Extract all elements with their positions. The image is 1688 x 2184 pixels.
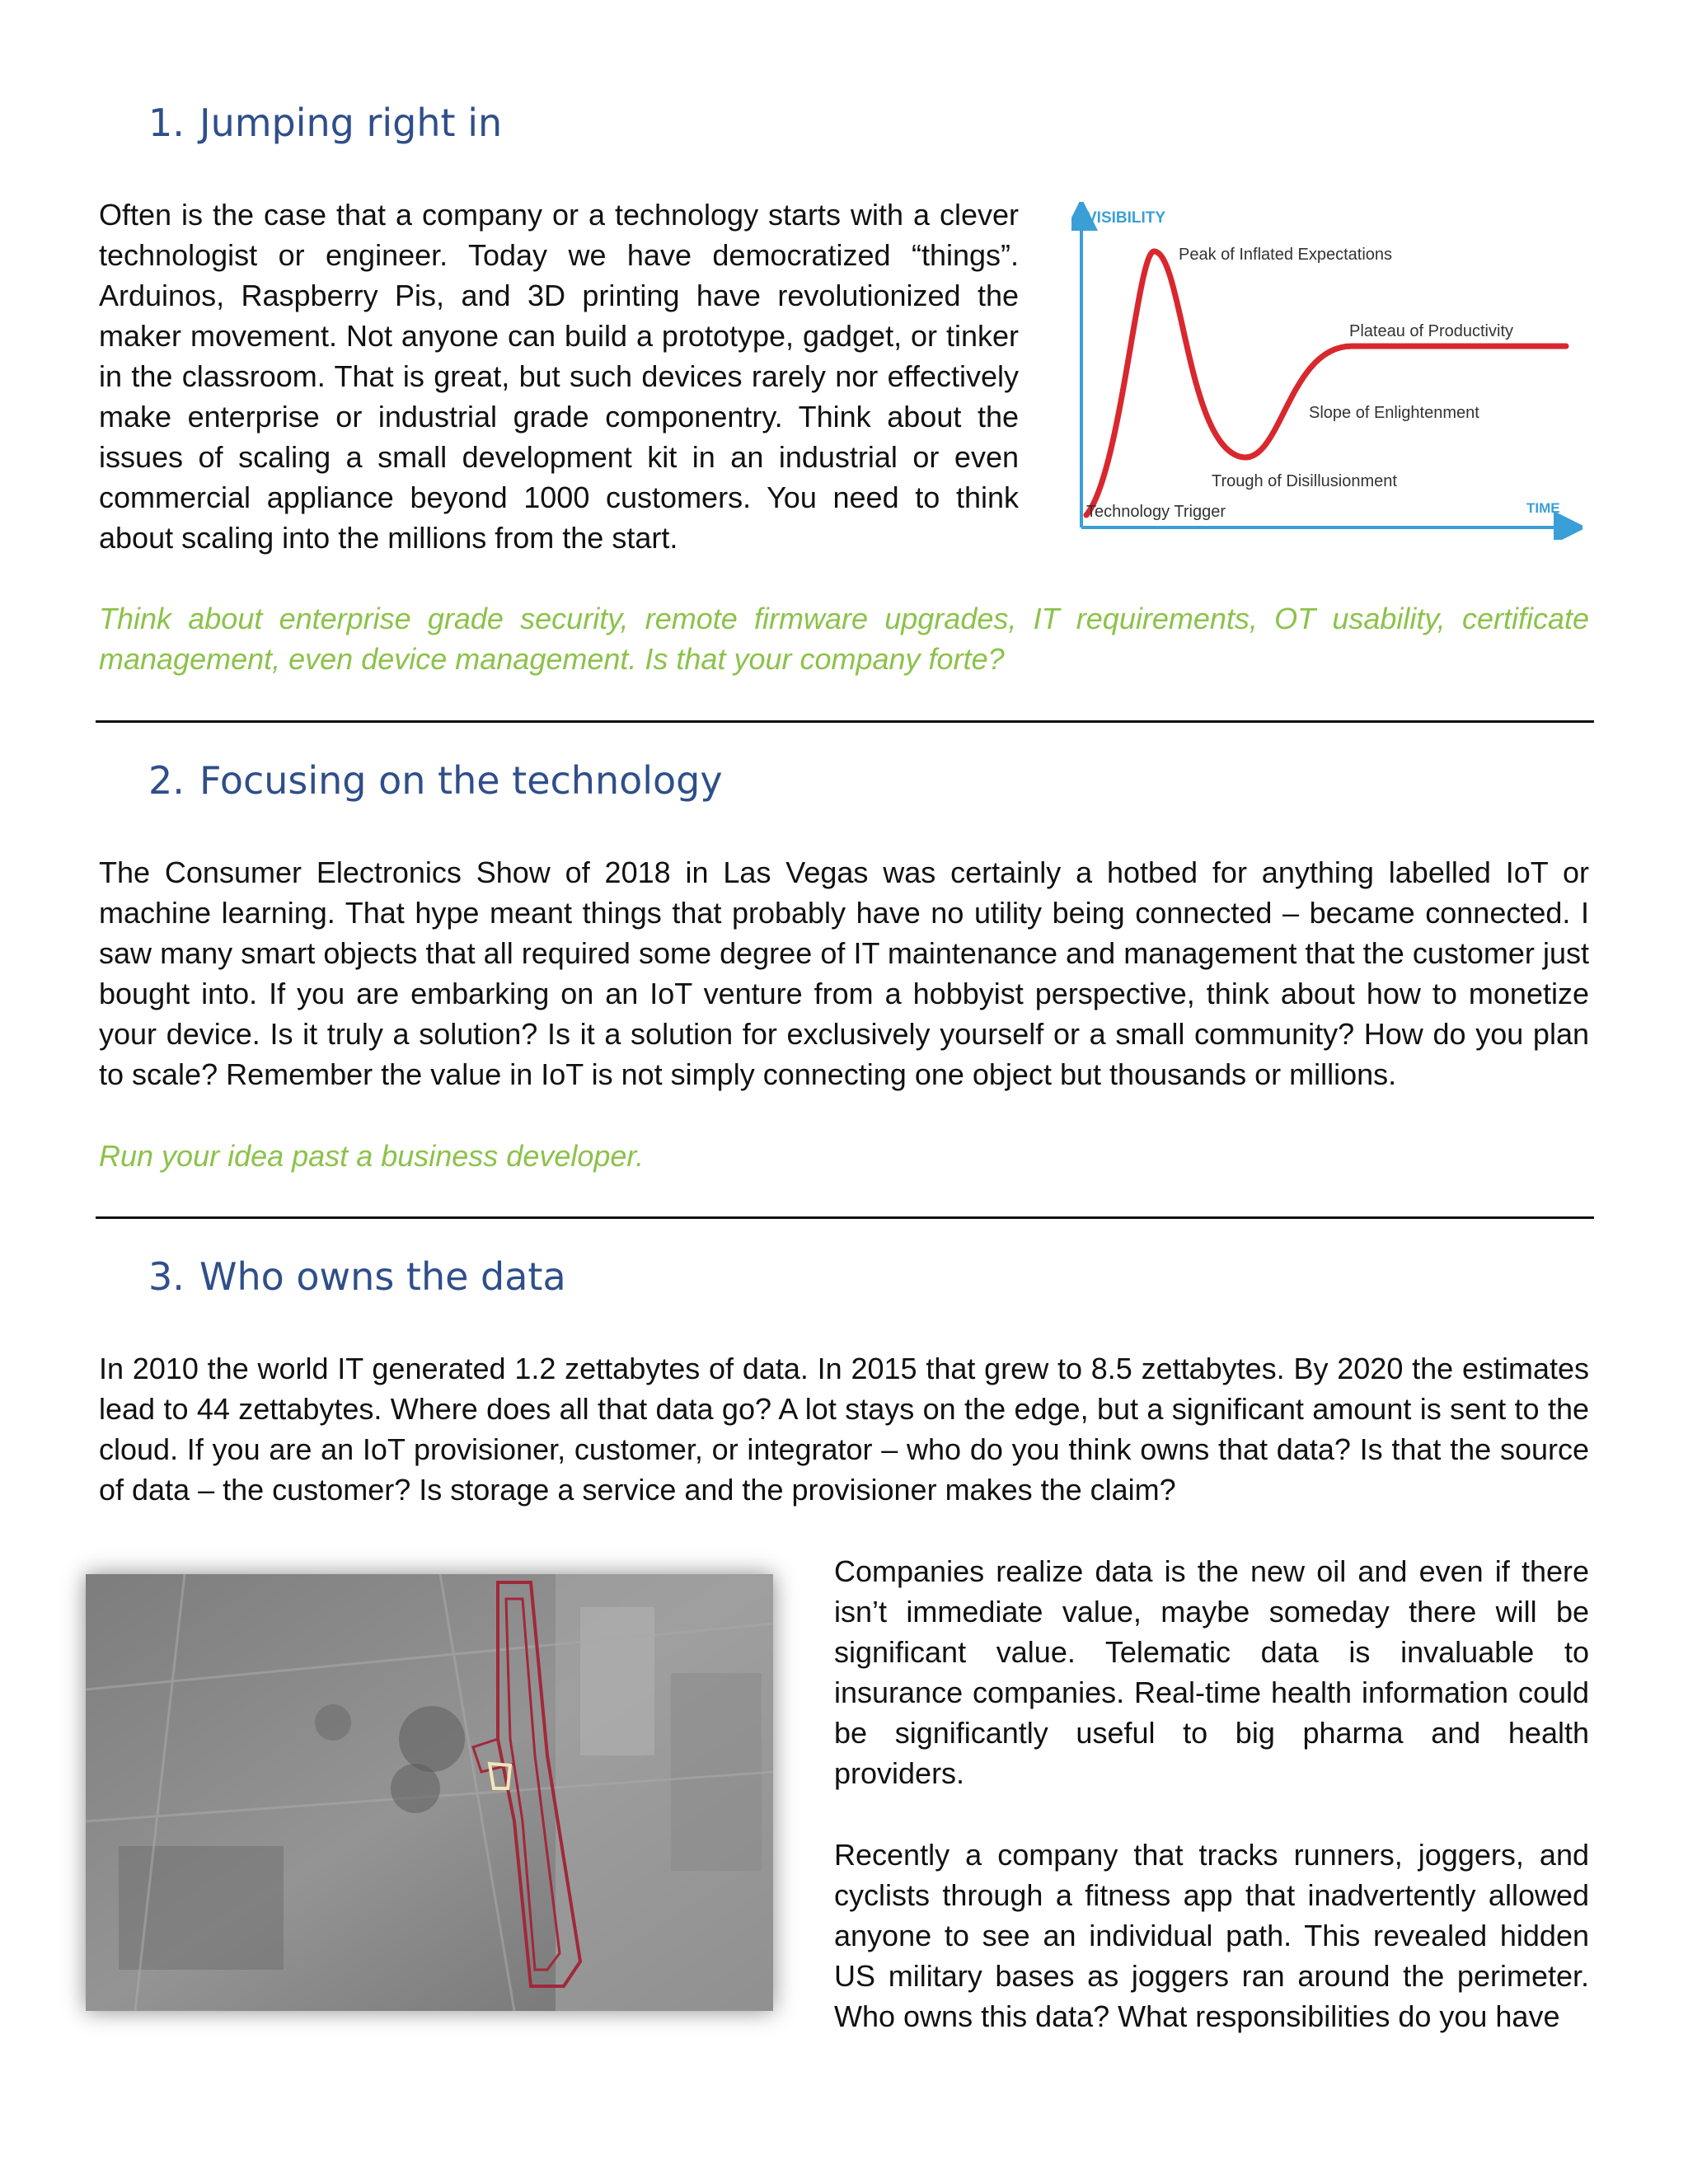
section-1-body: Often is the case that a company or a technology starts with a clever technologist or engineer. Today we have democratized “things”. Arduinos, Raspberry Pis, and 3D printing have revolutionized the maker movement. Not anyone can build a prototype, gadget, or tinker in the classroom. That is great, but such devices rarely nor effectively make enterprise or industrial grade componentry. Think about the issues of scaling a small development kit in an industrial or even commercial appliance beyond 1000 customers. You need to think about scaling into the millions from the start. [99, 198, 1019, 555]
section-3-heading [148, 1254, 566, 1299]
phase-label-trough: Trough of Disillusionment [1212, 472, 1397, 490]
section-3-side-paragraph-2: Recently a company that tracks runners, joggers, and cyclists through a fitness app that inadvertently allowed anyone to see an individual path. This revealed hidden US military bases as joggers ran around the perimeter. Who owns this data? What responsibilities do you have [834, 1838, 1589, 2033]
phase-label-peak: Peak of Inflated Expectations [1179, 246, 1393, 264]
section-3-number: 3. [148, 1254, 185, 1299]
phase-label-trigger: Technology Trigger [1086, 503, 1226, 521]
section-1-note: Think about enterprise grade security, remote firmware upgrades, IT requirements, OT usability, certificate management, even device management. Is that your company forte? [99, 602, 1589, 676]
y-axis-label: VISIBILITY [1086, 209, 1166, 227]
hype-cycle-svg [1071, 202, 1582, 540]
hype-cycle-figure [1071, 202, 1582, 540]
aerial-map-photo [86, 1574, 773, 2011]
section-divider-1 [96, 720, 1594, 723]
section-1-title: Jumping right in [199, 101, 503, 145]
section-3-side-paragraph-1: Companies realize data is the new oil and even if there isn’t immediate value, maybe someday there will be significant value. Telematic data is invaluable to insurance companies. Real-time health information could be significantly useful to big pharma and health providers. [834, 1554, 1589, 1790]
aerial-map-svg [86, 1574, 773, 2011]
section-divider-2 [96, 1216, 1594, 1219]
section-2-title: Focusing on the technology [199, 758, 723, 803]
section-3-body: In 2010 the world IT generated 1.2 zettabytes of data. In 2015 that grew to 8.5 zettabytes. By 2020 the estimates lead to 44 zettabytes. Where does all that data go? A lot stays on the edge, but a significant amount is sent to the cloud. If you are an IoT provisioner, customer, or integrator – who do you think owns that data? Is that the source of data – the customer? Is storage a service and the provisioner makes the claim? [99, 1352, 1589, 1507]
x-axis-label: TIME [1526, 500, 1560, 516]
phase-label-plateau: Plateau of Productivity [1349, 322, 1513, 340]
section-1-heading [148, 101, 502, 145]
section-3-title: Who owns the data [199, 1254, 566, 1299]
section-2-number: 2. [148, 758, 185, 803]
section-2-body: The Consumer Electronics Show of 2018 in Las Vegas was certainly a hotbed for anything labelled IoT or machine learning. That hype meant things that probably have no utility being connected – became connected. I saw many smart objects that all required some degree of IT maintenance and management that the customer just bought into. If you are embarking on an IoT venture from a hobbyist perspective, think about how to monetize your device. Is it truly a solution? Is it a solution for exclusively yourself or a small community? How do you plan to scale? Remember the value in IoT is not simply connecting one object but thousands or millions. [99, 855, 1589, 1091]
phase-label-slope: Slope of Enlightenment [1309, 404, 1479, 422]
section-1-number: 1. [148, 101, 185, 145]
section-2-note: Run your idea past a business developer. [99, 1139, 645, 1173]
section-2-heading [148, 758, 723, 803]
